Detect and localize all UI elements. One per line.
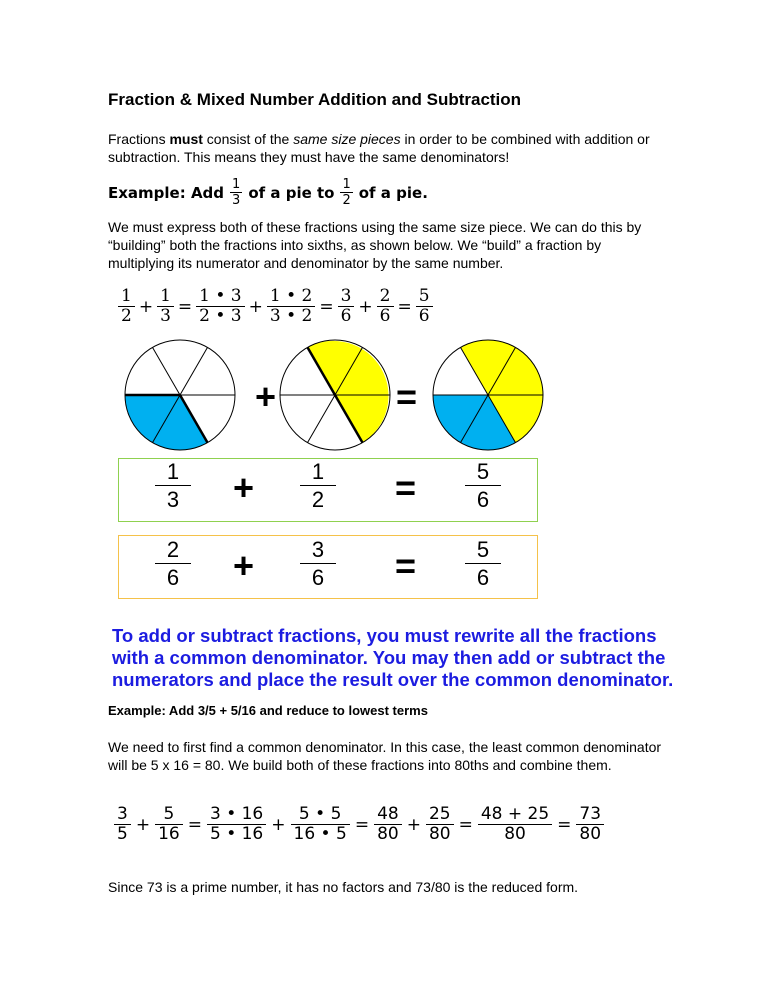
conclusion-paragraph: Since 73 is a prime number, it has no factors and 73/80 is the reduced form. bbox=[108, 879, 579, 895]
plus-sign: + bbox=[233, 545, 255, 586]
equals-sign: = bbox=[395, 545, 417, 586]
rule-statement: To add or subtract fractions, you must rewrite all the fractions with a common denominator. You may then add or subtract the numerators and place the result over the common denominator. bbox=[112, 625, 674, 690]
example-1-heading: Example: Add $\frac{1}{3}$ of a pie to $\frac{1}{2}$ of a pie. bbox=[108, 177, 428, 208]
fraction: 1 2 bbox=[300, 460, 336, 511]
pie-five-sixths bbox=[433, 340, 543, 450]
fraction: 1 3 bbox=[155, 460, 191, 511]
fraction: 3 6 bbox=[300, 538, 336, 589]
building-paragraph: We must express both of these fractions using the same size piece. We can do this by “building” both the fractions into sixths, as shown below. We “build” a fraction by multiplying its numerator and denominator by the same number. bbox=[108, 219, 642, 271]
pie-diagram bbox=[110, 335, 560, 455]
pie-equals: = bbox=[396, 376, 418, 417]
page-title: Fraction & Mixed Number Addition and Subtraction bbox=[108, 90, 522, 109]
equals-sign: = bbox=[395, 467, 417, 508]
intro-paragraph: Fractions must consist of the same size pieces in order to be combined with addition or subtraction. This means they must have the same denominators! bbox=[108, 131, 650, 165]
example-2-heading: Example: Add 3/5 + 5/16 and reduce to lowest terms bbox=[108, 703, 428, 718]
common-denominator-paragraph: We need to first find a common denominator. In this case, the least common denominator will be 5 x 16 = 80. We build both of these fractions into 80ths and combine them. bbox=[108, 739, 662, 773]
plus-sign: + bbox=[233, 467, 255, 508]
pie-one-third bbox=[125, 340, 235, 450]
fraction: $\frac{1}{2}$ bbox=[342, 177, 351, 208]
fraction: 2 6 bbox=[155, 538, 191, 589]
pie-one-half bbox=[280, 340, 390, 450]
equation-building-sixths: $\frac{1}{2}$ + $\frac{1}{3}$ = $\frac{1 • 3}{2 • 3}$ + $\frac{1 • 2}{3 • 2}$ = $\frac{3}{6}$ + $\frac{2}{6}$ = $\frac{5}{6}$ bbox=[118, 288, 433, 325]
pie-plus: + bbox=[255, 376, 277, 417]
fraction: 5 6 bbox=[465, 538, 501, 589]
fraction: $\frac{1}{3}$ bbox=[232, 177, 241, 208]
fraction: 5 6 bbox=[465, 460, 501, 511]
equation-building-80ths: $\frac{3}{5}$ + $\frac{5}{16}$ = $\frac{3 • 16}{5 • 16}$ + $\frac{5 • 5}{16 • 5}$ = $\frac{48}{80}$ + $\frac{25}{80}$ = $\frac{48 + 25}{80}$ = $\frac{73}{80}$ bbox=[114, 806, 604, 843]
